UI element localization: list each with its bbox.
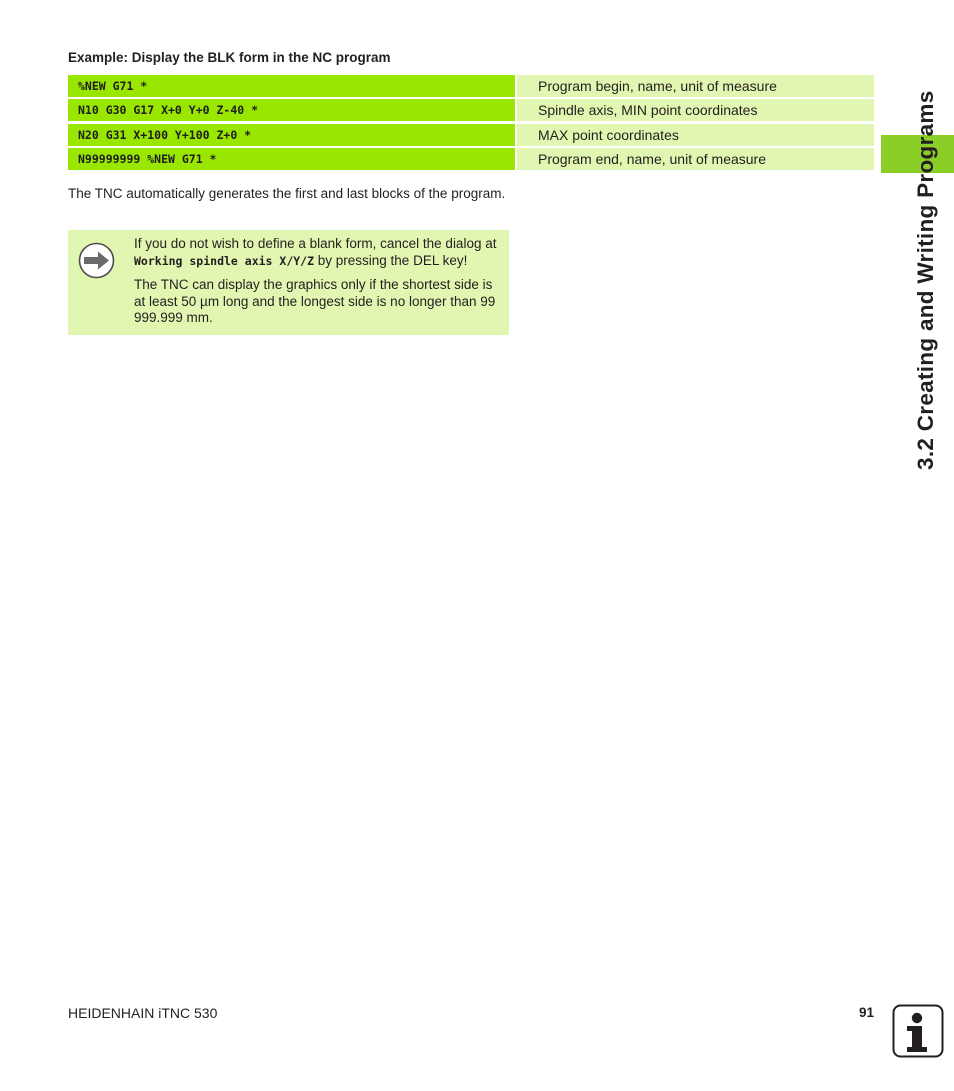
code-cell — [68, 124, 515, 146]
table-row — [68, 148, 874, 170]
description-cell — [517, 99, 874, 121]
footer-brand: HEIDENHAIN iTNC 530 — [68, 1005, 218, 1021]
nc-block-code: N20 G31 X+100 Y+100 Z+0 * — [78, 127, 252, 142]
table-row — [68, 124, 874, 146]
note-box — [68, 230, 509, 335]
code-cell — [68, 75, 515, 97]
info-icon — [892, 1004, 944, 1058]
code-cell — [68, 148, 515, 170]
note-text-part: If you do not wish to define a blank form, cancel the dialog at — [134, 236, 497, 251]
nc-block-description: Program begin, name, unit of measure — [538, 78, 777, 94]
sidebar-strip — [874, 173, 880, 473]
arrow-right-icon — [78, 242, 115, 279]
example-heading: Example: Display the BLK form in the NC program — [68, 50, 391, 65]
note-text-part: by pressing the DEL key! — [314, 252, 468, 268]
code-cell — [68, 99, 515, 121]
description-cell — [517, 75, 874, 97]
nc-block-description: Spindle axis, MIN point coordinates — [538, 102, 758, 119]
section-title: 3.2 Creating and Writing Programs — [913, 90, 938, 470]
table-row — [68, 75, 874, 97]
table-row — [68, 99, 874, 121]
dialog-name-code: Working spindle axis X/Y/Z — [134, 253, 315, 268]
nc-block-code: N99999999 %NEW G71 * — [78, 151, 217, 166]
description-cell — [517, 148, 874, 170]
nc-block-code: N10 G30 G17 X+0 Y+0 Z-40 * — [78, 103, 259, 118]
description-cell — [517, 124, 874, 146]
note-text — [134, 236, 504, 335]
nc-program-table — [68, 75, 874, 172]
page-number: 91 — [858, 1005, 874, 1020]
nc-block-description: Program end, name, unit of measure — [538, 150, 767, 167]
nc-block-code: %NEW G71 * — [78, 79, 148, 93]
nc-block-description: MAX point coordinates — [538, 126, 679, 143]
note-paragraph: The TNC can display the graphics only if the shortest side is at least 50 µm long and the longest side is no longer than 99 999.999 mm. — [134, 277, 496, 325]
intro-paragraph: The TNC automatically generates the first and last blocks of the program. — [68, 186, 506, 201]
note-paragraph — [134, 236, 504, 269]
